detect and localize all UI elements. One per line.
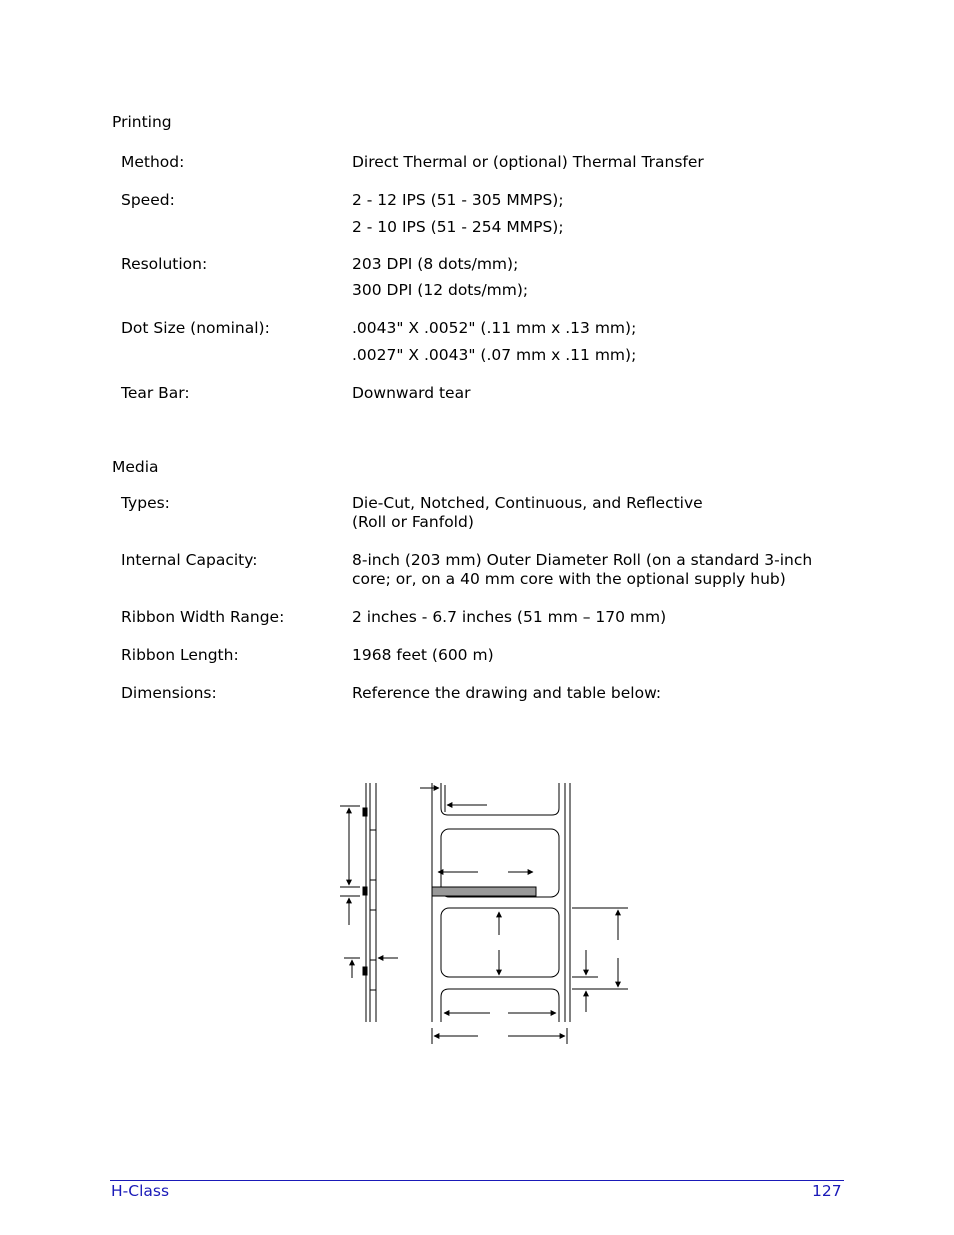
notch-mark xyxy=(363,887,367,895)
resolution-value-2: 300 DPI (12 dots/mm); xyxy=(352,281,529,299)
resolution-value-1: 203 DPI (8 dots/mm); xyxy=(352,255,519,273)
tear-bar-value: Downward tear xyxy=(352,384,471,402)
dot-size-value-2: .0027" X .0043" (.07 mm x .11 mm); xyxy=(352,346,637,364)
speed-value-1: 2 - 12 IPS (51 - 305 MMPS); xyxy=(352,191,564,209)
speed-value-2: 2 - 10 IPS (51 - 254 MMPS); xyxy=(352,218,564,236)
dimensions-label: Dimensions: xyxy=(121,684,217,702)
media-label xyxy=(441,908,559,977)
speed-label: Speed: xyxy=(121,191,175,209)
notch-mark xyxy=(363,967,367,975)
dot-size-label: Dot Size (nominal): xyxy=(121,319,270,337)
side-view-label xyxy=(370,830,376,880)
tear-bar-label: Tear Bar: xyxy=(121,384,190,402)
ribbon-length-value: 1968 feet (600 m) xyxy=(352,646,494,664)
internal-capacity-label: Internal Capacity: xyxy=(121,551,258,569)
dot-size-value-1: .0043" X .0052" (.11 mm x .13 mm); xyxy=(352,319,637,337)
internal-capacity-value-2: core; or, on a 40 mm core with the optional supply hub) xyxy=(352,570,786,588)
dimensions-value: Reference the drawing and table below: xyxy=(352,684,662,702)
printing-section-title: Printing xyxy=(112,113,172,131)
ribbon-length-label: Ribbon Length: xyxy=(121,646,239,664)
sense-mark xyxy=(432,887,536,896)
internal-capacity-value-1: 8-inch (203 mm) Outer Diameter Roll (on a standard 3-inch xyxy=(352,551,813,569)
notch-mark xyxy=(363,808,367,816)
method-value: Direct Thermal or (optional) Thermal Transfer xyxy=(352,153,704,171)
types-value-1: Die-Cut, Notched, Continuous, and Reflective xyxy=(352,494,703,512)
side-view-label xyxy=(370,990,376,1020)
media-dimensions-drawing xyxy=(330,770,640,1050)
side-view-label xyxy=(370,910,376,960)
ribbon-width-value: 2 inches - 6.7 inches (51 mm – 170 mm) xyxy=(352,608,667,626)
media-label xyxy=(441,783,559,815)
types-value-2: (Roll or Fanfold) xyxy=(352,513,474,531)
footer-rule xyxy=(110,1180,844,1181)
method-label: Method: xyxy=(121,153,185,171)
ribbon-width-label: Ribbon Width Range: xyxy=(121,608,285,626)
media-label xyxy=(441,989,559,1022)
footer-doc-title: H-Class xyxy=(111,1182,170,1200)
resolution-label: Resolution: xyxy=(121,255,208,273)
types-label: Types: xyxy=(121,494,170,512)
footer-page-number: 127 xyxy=(812,1182,842,1200)
media-section-title: Media xyxy=(112,458,159,476)
